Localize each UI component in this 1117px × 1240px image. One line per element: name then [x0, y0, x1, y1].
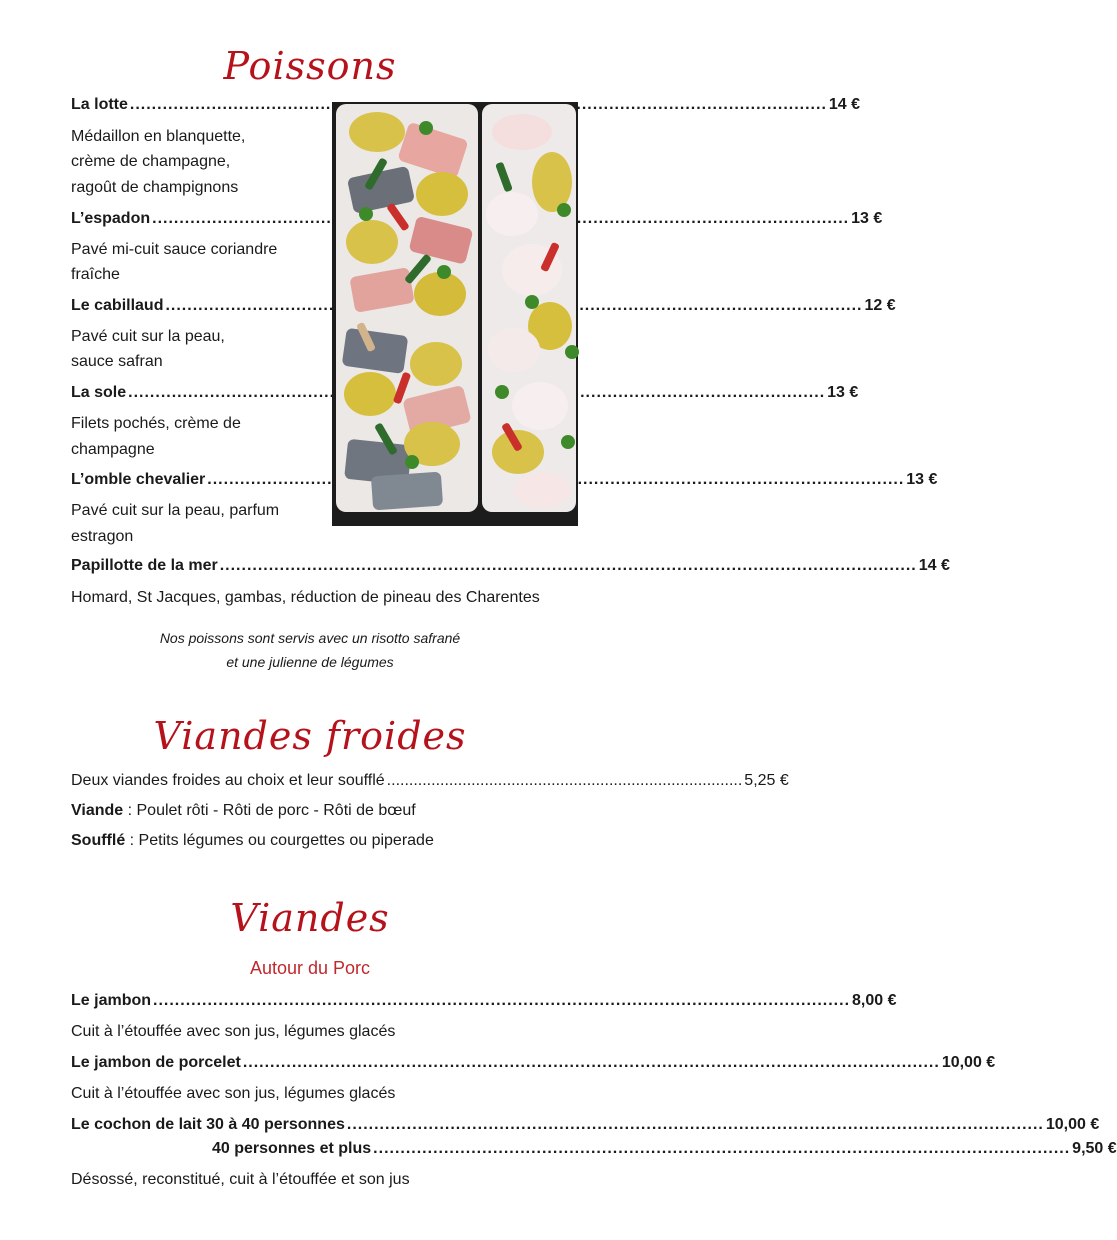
item-price: 13 €	[827, 384, 859, 401]
item-name: La sole	[71, 384, 127, 401]
section-title-viandes-froides: Viandes froides	[153, 714, 467, 758]
souffle-choice-line	[71, 830, 434, 852]
item-price: 12 €	[864, 297, 896, 314]
subtitle-autour-du-porc: Autour du Porc	[249, 958, 371, 978]
item-name: Le cabillaud	[71, 297, 164, 314]
item-price: 10,00 €	[941, 1054, 996, 1071]
section-title-poissons: Poissons	[223, 44, 397, 88]
item-name: L’omble chevalier	[71, 471, 206, 488]
item-desc: Filets pochés, crème de	[71, 415, 241, 432]
menu-item-cochon-de-lait	[71, 1114, 1100, 1136]
fish-dishes-illustration	[332, 102, 578, 526]
item-desc: Pavé cuit sur la peau,	[71, 328, 225, 345]
viande-text: : Poulet rôti - Rôti de porc - Rôti de bœuf	[123, 802, 416, 819]
viande-choice-line	[71, 800, 416, 822]
item-name: 40 personnes et plus	[212, 1140, 372, 1157]
item-desc: crème de champagne,	[71, 153, 231, 170]
item-price: 10,00 €	[1045, 1116, 1100, 1133]
menu-item-cabillaud	[71, 295, 896, 317]
item-price: 8,00 €	[852, 992, 897, 1009]
viandes-froides-offer: Deux viandes froides au choix et leur soufflé ................................................................................ 5,25 €	[71, 770, 551, 792]
menu-item-jambon-porcelet	[71, 1052, 996, 1074]
menu-item-cochon-de-lait-large	[212, 1138, 1117, 1160]
souffle-text: : Petits légumes ou courgettes ou piperade	[125, 832, 434, 849]
menu-item-espadon	[71, 208, 883, 230]
item-name: Le jambon	[71, 992, 152, 1009]
item-desc: estragon	[71, 528, 134, 545]
fish-dishes-photo	[332, 102, 578, 526]
item-price: 14 €	[918, 557, 950, 574]
poissons-note-line: Nos poissons sont servis avec un risotto safrané	[159, 630, 461, 646]
poissons-note-line: et une julienne de légumes	[226, 654, 394, 670]
item-desc: sauce safran	[71, 353, 163, 370]
item-desc: Pavé cuit sur la peau, parfum	[71, 502, 280, 519]
item-name: L’espadon	[71, 210, 151, 227]
item-desc: Homard, St Jacques, gambas, réduction de pineau des Charentes	[71, 589, 540, 606]
item-desc: Médaillon en blanquette,	[71, 128, 246, 145]
item-name: La lotte	[71, 96, 128, 113]
item-price: 9,50 €	[1072, 1140, 1117, 1157]
item-desc: champagne	[71, 441, 155, 458]
menu-item-papillotte	[71, 555, 950, 577]
offer-text: Deux viandes froides au choix et leur soufflé	[71, 772, 385, 789]
menu-item-omble	[71, 469, 938, 491]
item-desc: fraîche	[71, 266, 120, 283]
item-desc: Cuit à l’étouffée avec son jus, légumes glacés	[71, 1023, 396, 1040]
souffle-label: Soufflé	[71, 832, 126, 849]
offer-price: 5,25 €	[744, 772, 789, 789]
item-name: Le jambon de porcelet	[71, 1054, 241, 1071]
item-name: Le cochon de lait 30 à 40 personnes	[71, 1116, 345, 1133]
item-price: 13 €	[906, 471, 938, 488]
item-price: 13 €	[851, 210, 883, 227]
item-price: 14 €	[828, 96, 861, 113]
item-name: Papillotte de la mer	[71, 557, 218, 574]
item-desc: ragoût de champignons	[71, 179, 239, 196]
item-desc: Pavé mi-cuit sauce coriandre	[71, 241, 278, 258]
menu-item-lotte	[71, 94, 861, 116]
menu-item-sole	[71, 382, 859, 404]
section-title-viandes: Viandes	[230, 896, 390, 940]
item-desc: Cuit à l’étouffée avec son jus, légumes glacés	[71, 1085, 396, 1102]
item-desc: Désossé, reconstitué, cuit à l’étouffée et son jus	[71, 1171, 410, 1188]
menu-item-jambon	[71, 990, 897, 1012]
viande-label: Viande	[71, 802, 124, 819]
